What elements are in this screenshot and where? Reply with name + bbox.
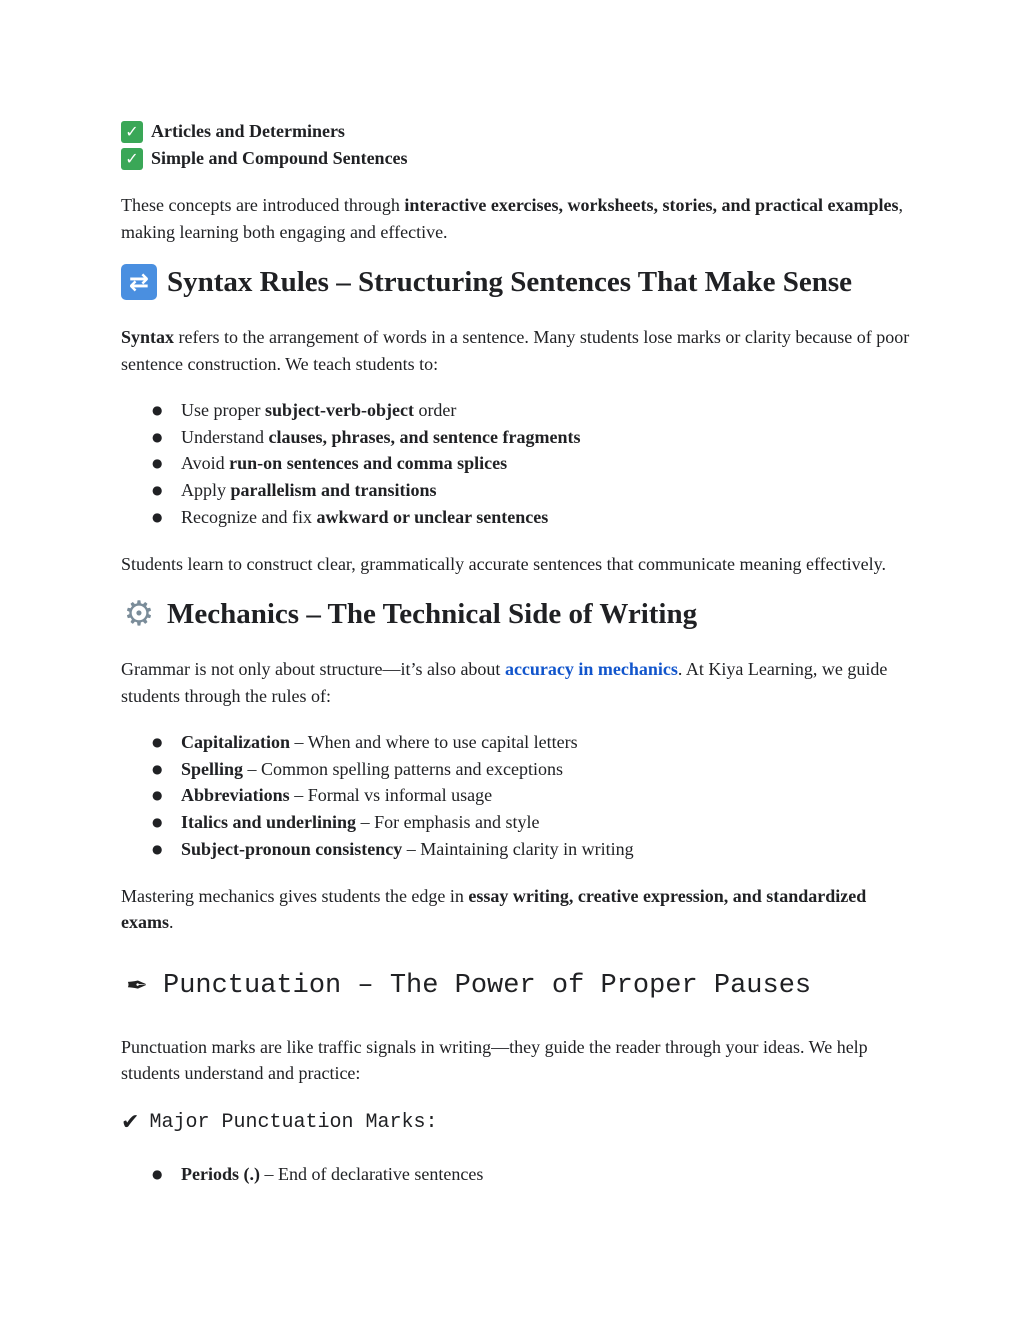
punctuation-list — [121, 1161, 911, 1188]
bullet-icon: ● — [152, 815, 163, 830]
syntax-lead-bold: Syntax — [121, 327, 175, 347]
list-item — [121, 504, 911, 531]
bullet-icon: ● — [152, 509, 163, 524]
mechanics-closing-bold: essay writing, creative expression, and standardized exams — [121, 885, 867, 933]
accuracy-in-mechanics-link[interactable]: accuracy in mechanics — [504, 659, 678, 680]
item-bold: Italics and underlining — [181, 812, 357, 833]
bullet-icon: ● — [152, 456, 163, 471]
bullet-icon: ● — [152, 483, 163, 498]
mechanics-lead-text: Grammar is not only about structure—it’s also about — [121, 659, 505, 680]
syntax-heading-text: Syntax Rules – Structuring Sentences That Make Sense — [167, 266, 853, 298]
item-bold: Capitalization — [181, 732, 291, 753]
mechanics-closing-paragraph — [121, 883, 911, 936]
mechanics-list — [121, 729, 911, 863]
mechanics-heading — [121, 594, 911, 635]
major-punctuation-subheading — [121, 1109, 911, 1137]
list-item — [121, 477, 911, 504]
intro-text-end: , making learning both engaging and effective. — [121, 195, 903, 242]
heavy-check-icon: ✔ — [121, 1109, 140, 1135]
checklist-item — [121, 145, 911, 172]
syntax-lead-paragraph — [121, 324, 911, 377]
item-bold: Spelling — [181, 758, 244, 779]
checklist-item — [121, 118, 911, 145]
item-bold: subject-verb-object — [264, 400, 414, 420]
item-bold: Subject-pronoun consistency — [181, 838, 403, 859]
bullet-icon: ● — [152, 841, 163, 856]
item-text: – Maintaining clarity in writing — [402, 838, 634, 859]
bullet-icon: ● — [152, 1166, 163, 1181]
item-text: – When and where to use capital letters — [290, 732, 578, 753]
list-item — [121, 809, 911, 836]
sync-icon: ⇄ — [121, 264, 157, 300]
syntax-heading — [121, 264, 911, 300]
check-mark-icon: ✓ — [121, 121, 143, 143]
bullet-icon: ● — [152, 735, 163, 750]
list-item — [121, 1161, 911, 1188]
intro-bold: interactive exercises, worksheets, stories, and practical examples — [404, 195, 899, 215]
bullet-icon: ● — [152, 761, 163, 776]
item-bold: Periods (.) — [181, 1163, 260, 1184]
list-item — [121, 424, 911, 451]
punctuation-heading-text: Punctuation – The Power of Proper Pauses — [163, 970, 812, 1001]
intro-paragraph — [121, 192, 911, 245]
intro-text: These concepts are introduced through — [121, 195, 405, 215]
gear-icon: ⚙ — [123, 594, 155, 635]
subheading-text: Major Punctuation Marks: — [149, 1110, 438, 1134]
checklist-item-label: Simple and Compound Sentences — [151, 148, 408, 168]
list-item — [121, 836, 911, 863]
syntax-closing-paragraph: Students learn to construct clear, grammatically accurate sentences that communicate meaning effectively. — [121, 553, 886, 574]
mechanics-closing-text-end: . — [169, 912, 174, 933]
list-item — [121, 729, 911, 756]
list-item — [121, 450, 911, 477]
item-text: – End of declarative sentences — [259, 1163, 484, 1184]
mechanics-lead-text-end: . At Kiya Learning, we guide students through the rules of: — [121, 659, 888, 706]
bullet-icon: ● — [152, 403, 163, 417]
check-mark-icon: ✓ — [121, 148, 143, 170]
item-text: – Common spelling patterns and exceptions — [243, 758, 563, 779]
item-text: Understand — [181, 426, 269, 447]
pen-icon: ✒ — [126, 970, 148, 1001]
item-text: – Formal vs informal usage — [289, 785, 493, 806]
checklist-item-label: Articles and Determiners — [151, 121, 345, 141]
document-page — [121, 118, 911, 1187]
mechanics-closing-text: Mastering mechanics gives students the edge in — [121, 885, 469, 906]
item-bold: parallelism and transitions — [230, 480, 437, 501]
item-text: Recognize and fix — [181, 506, 317, 527]
mechanics-lead-paragraph — [121, 656, 911, 709]
item-bold: Abbreviations — [181, 785, 290, 806]
item-bold: run-on sentences and comma splices — [229, 453, 508, 474]
item-bold: clauses, phrases, and sentence fragments — [268, 426, 581, 447]
item-text-end: order — [413, 400, 457, 420]
list-item — [121, 782, 911, 809]
item-bold: awkward or unclear sentences — [316, 506, 549, 527]
syntax-lead-text: refers to the arrangement of words in a sentence. Many students lose marks or clarity because of poor sentence construction. We teach students to: — [121, 327, 910, 374]
item-text: – For emphasis and style — [356, 812, 540, 833]
punctuation-heading — [121, 968, 911, 1004]
mechanics-heading-text: Mechanics – The Technical Side of Writing — [167, 598, 698, 631]
list-item — [121, 756, 911, 783]
item-text: Apply — [181, 480, 231, 501]
syntax-list — [121, 397, 911, 531]
bullet-icon: ● — [152, 429, 163, 444]
item-text: Use proper — [181, 400, 265, 420]
bullet-icon: ● — [152, 788, 163, 803]
item-text: Avoid — [181, 453, 230, 474]
punctuation-lead-paragraph: Punctuation marks are like traffic signals in writing—they guide the reader through your ideas. We help students understand and practice: — [121, 1036, 868, 1084]
list-item — [121, 397, 911, 424]
